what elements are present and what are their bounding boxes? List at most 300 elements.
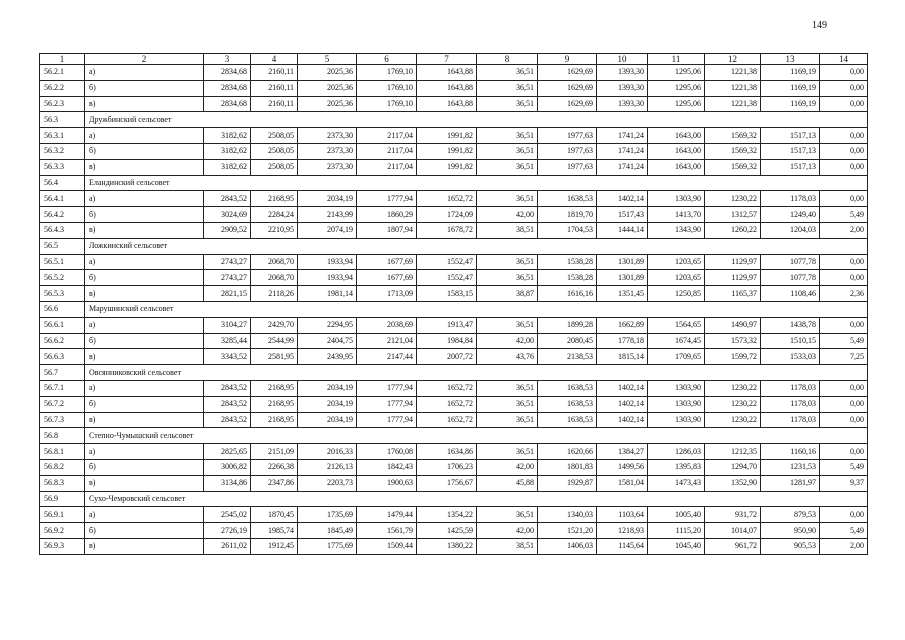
value-cell-col-5: 1933,94 bbox=[298, 254, 357, 270]
value-cell-col-4: 2160,11 bbox=[251, 96, 298, 112]
table-row bbox=[40, 191, 868, 207]
value-cell-col-10: 1741,24 bbox=[597, 143, 648, 159]
row-label: а) bbox=[85, 507, 204, 523]
value-cell-col-4: 2429,70 bbox=[251, 317, 298, 333]
value-cell-col-8: 36,51 bbox=[477, 65, 538, 81]
value-cell-col-10: 1351,45 bbox=[597, 286, 648, 302]
value-cell-col-6: 1807,94 bbox=[357, 222, 417, 238]
value-cell-col-11: 1303,90 bbox=[648, 191, 705, 207]
section-row bbox=[40, 175, 868, 191]
value-cell-col-4: 2160,11 bbox=[251, 80, 298, 96]
value-cell-col-7: 1583,15 bbox=[417, 286, 477, 302]
value-cell-col-10: 1301,89 bbox=[597, 270, 648, 286]
value-cell-col-9: 1538,28 bbox=[538, 270, 597, 286]
value-cell-col-13: 1169,19 bbox=[761, 96, 820, 112]
page-number: 149 bbox=[812, 20, 827, 31]
value-cell-col-14: 0,00 bbox=[820, 380, 868, 396]
row-code: 56.6.2 bbox=[40, 333, 85, 349]
value-cell-col-4: 2168,95 bbox=[251, 412, 298, 428]
value-cell-col-11: 1250,85 bbox=[648, 286, 705, 302]
value-cell-col-4: 2168,95 bbox=[251, 396, 298, 412]
value-cell-col-13: 1517,13 bbox=[761, 143, 820, 159]
value-cell-col-13: 1178,03 bbox=[761, 412, 820, 428]
row-code: 56.5.3 bbox=[40, 286, 85, 302]
value-cell-col-6: 1760,08 bbox=[357, 444, 417, 460]
value-cell-col-12: 1230,22 bbox=[705, 380, 761, 396]
row-label: в) bbox=[85, 159, 204, 175]
value-cell-col-4: 2581,95 bbox=[251, 349, 298, 365]
value-cell-col-5: 2025,36 bbox=[298, 80, 357, 96]
value-cell-col-11: 1005,40 bbox=[648, 507, 705, 523]
column-header-8: 8 bbox=[477, 54, 538, 65]
value-cell-col-3: 2834,68 bbox=[204, 80, 251, 96]
value-cell-col-13: 905,53 bbox=[761, 538, 820, 554]
row-label: в) bbox=[85, 475, 204, 491]
value-cell-col-8: 45,88 bbox=[477, 475, 538, 491]
value-cell-col-7: 1643,88 bbox=[417, 96, 477, 112]
table-row bbox=[40, 538, 868, 554]
row-code: 56.8.2 bbox=[40, 459, 85, 475]
value-cell-col-11: 1045,40 bbox=[648, 538, 705, 554]
value-cell-col-8: 38,87 bbox=[477, 286, 538, 302]
section-row bbox=[40, 491, 868, 507]
value-cell-col-8: 36,51 bbox=[477, 128, 538, 144]
table-row bbox=[40, 444, 868, 460]
value-cell-col-9: 1629,69 bbox=[538, 80, 597, 96]
value-cell-col-7: 1552,47 bbox=[417, 254, 477, 270]
value-cell-col-3: 2726,19 bbox=[204, 523, 251, 539]
table-row bbox=[40, 507, 868, 523]
value-cell-col-11: 1303,90 bbox=[648, 412, 705, 428]
value-cell-col-6: 1479,44 bbox=[357, 507, 417, 523]
value-cell-col-10: 1741,24 bbox=[597, 159, 648, 175]
value-cell-col-14: 0,00 bbox=[820, 317, 868, 333]
value-cell-col-8: 36,51 bbox=[477, 80, 538, 96]
value-cell-col-4: 2210,95 bbox=[251, 222, 298, 238]
section-title: Степно-Чумышский сельсовет bbox=[85, 428, 868, 444]
value-cell-col-11: 1115,20 bbox=[648, 523, 705, 539]
value-cell-col-11: 1295,06 bbox=[648, 65, 705, 81]
value-cell-col-8: 42,00 bbox=[477, 207, 538, 223]
value-cell-col-12: 1569,32 bbox=[705, 128, 761, 144]
row-label: б) bbox=[85, 459, 204, 475]
value-cell-col-7: 1552,47 bbox=[417, 270, 477, 286]
value-cell-col-11: 1709,65 bbox=[648, 349, 705, 365]
value-cell-col-9: 2080,45 bbox=[538, 333, 597, 349]
row-label: б) bbox=[85, 80, 204, 96]
value-cell-col-5: 1933,94 bbox=[298, 270, 357, 286]
column-header-10: 10 bbox=[597, 54, 648, 65]
value-cell-col-8: 36,51 bbox=[477, 317, 538, 333]
row-code: 56.7.3 bbox=[40, 412, 85, 428]
value-cell-col-13: 1204,03 bbox=[761, 222, 820, 238]
column-header-14: 14 bbox=[820, 54, 868, 65]
value-cell-col-11: 1203,65 bbox=[648, 254, 705, 270]
value-cell-col-7: 1380,22 bbox=[417, 538, 477, 554]
row-label: в) bbox=[85, 349, 204, 365]
value-cell-col-13: 1281,97 bbox=[761, 475, 820, 491]
column-header-1: 1 bbox=[40, 54, 85, 65]
value-cell-col-12: 1260,22 bbox=[705, 222, 761, 238]
row-code: 56.3.3 bbox=[40, 159, 85, 175]
value-cell-col-9: 1899,28 bbox=[538, 317, 597, 333]
table-row bbox=[40, 333, 868, 349]
value-cell-col-6: 1713,09 bbox=[357, 286, 417, 302]
value-cell-col-14: 0,00 bbox=[820, 396, 868, 412]
value-cell-col-5: 1981,14 bbox=[298, 286, 357, 302]
value-cell-col-12: 1014,07 bbox=[705, 523, 761, 539]
table-row bbox=[40, 412, 868, 428]
value-cell-col-9: 1638,53 bbox=[538, 380, 597, 396]
value-cell-col-6: 1677,69 bbox=[357, 254, 417, 270]
value-cell-col-8: 36,51 bbox=[477, 159, 538, 175]
value-cell-col-8: 42,00 bbox=[477, 333, 538, 349]
value-cell-col-13: 879,53 bbox=[761, 507, 820, 523]
table-row bbox=[40, 459, 868, 475]
table-row bbox=[40, 396, 868, 412]
section-title: Еландинский сельсовет bbox=[85, 175, 868, 191]
value-cell-col-12: 1129,97 bbox=[705, 254, 761, 270]
row-code: 56.8.3 bbox=[40, 475, 85, 491]
value-cell-col-8: 42,00 bbox=[477, 523, 538, 539]
value-cell-col-13: 950,90 bbox=[761, 523, 820, 539]
value-cell-col-9: 1538,28 bbox=[538, 254, 597, 270]
value-cell-col-8: 36,51 bbox=[477, 96, 538, 112]
value-cell-col-13: 1510,15 bbox=[761, 333, 820, 349]
value-cell-col-3: 3182,62 bbox=[204, 159, 251, 175]
row-code: 56.3.2 bbox=[40, 143, 85, 159]
value-cell-col-9: 1638,53 bbox=[538, 412, 597, 428]
value-cell-col-11: 1343,90 bbox=[648, 222, 705, 238]
value-cell-col-11: 1395,83 bbox=[648, 459, 705, 475]
table-body bbox=[40, 54, 868, 555]
value-cell-col-9: 1638,53 bbox=[538, 191, 597, 207]
column-header-7: 7 bbox=[417, 54, 477, 65]
value-cell-col-12: 1230,22 bbox=[705, 191, 761, 207]
value-cell-col-7: 1991,82 bbox=[417, 159, 477, 175]
section-row bbox=[40, 365, 868, 381]
value-cell-col-9: 1620,66 bbox=[538, 444, 597, 460]
section-row bbox=[40, 238, 868, 254]
row-label: в) bbox=[85, 96, 204, 112]
value-cell-col-5: 1775,69 bbox=[298, 538, 357, 554]
value-cell-col-3: 3182,62 bbox=[204, 128, 251, 144]
column-header-13: 13 bbox=[761, 54, 820, 65]
row-code: 56.5 bbox=[40, 238, 85, 254]
row-label: в) bbox=[85, 222, 204, 238]
value-cell-col-8: 36,51 bbox=[477, 444, 538, 460]
value-cell-col-12: 1221,38 bbox=[705, 65, 761, 81]
value-cell-col-3: 2834,68 bbox=[204, 65, 251, 81]
value-cell-col-10: 1517,43 bbox=[597, 207, 648, 223]
value-cell-col-14: 2,00 bbox=[820, 538, 868, 554]
value-cell-col-5: 2294,95 bbox=[298, 317, 357, 333]
table-row bbox=[40, 286, 868, 302]
value-cell-col-4: 2118,26 bbox=[251, 286, 298, 302]
value-cell-col-12: 1312,57 bbox=[705, 207, 761, 223]
value-cell-col-4: 2151,09 bbox=[251, 444, 298, 460]
row-code: 56.8.1 bbox=[40, 444, 85, 460]
row-label: б) bbox=[85, 270, 204, 286]
value-cell-col-5: 2034,19 bbox=[298, 412, 357, 428]
value-cell-col-6: 2117,04 bbox=[357, 159, 417, 175]
value-cell-col-7: 2007,72 bbox=[417, 349, 477, 365]
value-cell-col-12: 1490,97 bbox=[705, 317, 761, 333]
row-code: 56.7.1 bbox=[40, 380, 85, 396]
value-cell-col-10: 1301,89 bbox=[597, 254, 648, 270]
value-cell-col-10: 1103,64 bbox=[597, 507, 648, 523]
row-label: б) bbox=[85, 333, 204, 349]
value-cell-col-8: 38,51 bbox=[477, 222, 538, 238]
value-cell-col-5: 2025,36 bbox=[298, 96, 357, 112]
table-row bbox=[40, 96, 868, 112]
value-cell-col-6: 1677,69 bbox=[357, 270, 417, 286]
value-cell-col-8: 36,51 bbox=[477, 380, 538, 396]
value-cell-col-9: 1638,53 bbox=[538, 396, 597, 412]
value-cell-col-10: 1499,56 bbox=[597, 459, 648, 475]
value-cell-col-14: 0,00 bbox=[820, 80, 868, 96]
value-cell-col-7: 1652,72 bbox=[417, 191, 477, 207]
value-cell-col-10: 1402,14 bbox=[597, 380, 648, 396]
value-cell-col-10: 1384,27 bbox=[597, 444, 648, 460]
value-cell-col-7: 1634,86 bbox=[417, 444, 477, 460]
row-code: 56.7 bbox=[40, 365, 85, 381]
value-cell-col-14: 0,00 bbox=[820, 65, 868, 81]
value-cell-col-6: 1561,79 bbox=[357, 523, 417, 539]
value-cell-col-12: 931,72 bbox=[705, 507, 761, 523]
value-cell-col-14: 0,00 bbox=[820, 507, 868, 523]
value-cell-col-14: 9,37 bbox=[820, 475, 868, 491]
value-cell-col-6: 2038,69 bbox=[357, 317, 417, 333]
value-cell-col-12: 1129,97 bbox=[705, 270, 761, 286]
value-cell-col-5: 2373,30 bbox=[298, 159, 357, 175]
column-header-9: 9 bbox=[538, 54, 597, 65]
value-cell-col-7: 1706,23 bbox=[417, 459, 477, 475]
value-cell-col-5: 2143,99 bbox=[298, 207, 357, 223]
value-cell-col-9: 1406,03 bbox=[538, 538, 597, 554]
value-cell-col-13: 1108,46 bbox=[761, 286, 820, 302]
section-title: Овсянниковский сельсовет bbox=[85, 365, 868, 381]
value-cell-col-14: 0,00 bbox=[820, 444, 868, 460]
value-cell-col-7: 1652,72 bbox=[417, 412, 477, 428]
value-cell-col-9: 1521,20 bbox=[538, 523, 597, 539]
value-cell-col-5: 2439,95 bbox=[298, 349, 357, 365]
value-cell-col-11: 1413,70 bbox=[648, 207, 705, 223]
table-row bbox=[40, 159, 868, 175]
value-cell-col-6: 2117,04 bbox=[357, 143, 417, 159]
value-cell-col-10: 1444,14 bbox=[597, 222, 648, 238]
row-label: а) bbox=[85, 254, 204, 270]
table-row bbox=[40, 317, 868, 333]
value-cell-col-13: 1178,03 bbox=[761, 380, 820, 396]
value-cell-col-14: 7,25 bbox=[820, 349, 868, 365]
value-cell-col-9: 1977,63 bbox=[538, 128, 597, 144]
value-cell-col-4: 2544,99 bbox=[251, 333, 298, 349]
row-code: 56.4.1 bbox=[40, 191, 85, 207]
row-code: 56.6 bbox=[40, 301, 85, 317]
value-cell-col-10: 1393,30 bbox=[597, 65, 648, 81]
value-cell-col-14: 5,49 bbox=[820, 333, 868, 349]
value-cell-col-3: 2843,52 bbox=[204, 412, 251, 428]
value-cell-col-10: 1393,30 bbox=[597, 96, 648, 112]
value-cell-col-3: 2821,15 bbox=[204, 286, 251, 302]
value-cell-col-10: 1662,89 bbox=[597, 317, 648, 333]
value-cell-col-6: 1900,63 bbox=[357, 475, 417, 491]
value-cell-col-6: 1769,10 bbox=[357, 65, 417, 81]
value-cell-col-6: 2147,44 bbox=[357, 349, 417, 365]
value-cell-col-4: 2284,24 bbox=[251, 207, 298, 223]
value-cell-col-6: 1777,94 bbox=[357, 191, 417, 207]
row-code: 56.5.2 bbox=[40, 270, 85, 286]
table-row bbox=[40, 523, 868, 539]
value-cell-col-14: 5,49 bbox=[820, 459, 868, 475]
section-title: Дружбинский сельсовет bbox=[85, 112, 868, 128]
value-cell-col-8: 36,51 bbox=[477, 143, 538, 159]
column-header-4: 4 bbox=[251, 54, 298, 65]
value-cell-col-7: 1991,82 bbox=[417, 143, 477, 159]
value-cell-col-6: 1842,43 bbox=[357, 459, 417, 475]
value-cell-col-8: 36,51 bbox=[477, 396, 538, 412]
value-cell-col-10: 1581,04 bbox=[597, 475, 648, 491]
value-cell-col-14: 0,00 bbox=[820, 254, 868, 270]
value-cell-col-11: 1286,03 bbox=[648, 444, 705, 460]
value-cell-col-8: 36,51 bbox=[477, 191, 538, 207]
value-cell-col-3: 2834,68 bbox=[204, 96, 251, 112]
value-cell-col-8: 42,00 bbox=[477, 459, 538, 475]
value-cell-col-4: 2508,05 bbox=[251, 143, 298, 159]
value-cell-col-9: 1616,16 bbox=[538, 286, 597, 302]
value-cell-col-4: 2160,11 bbox=[251, 65, 298, 81]
row-code: 56.5.1 bbox=[40, 254, 85, 270]
value-cell-col-13: 1178,03 bbox=[761, 191, 820, 207]
value-cell-col-9: 1340,03 bbox=[538, 507, 597, 523]
value-cell-col-12: 1294,70 bbox=[705, 459, 761, 475]
value-cell-col-4: 2068,70 bbox=[251, 254, 298, 270]
value-cell-col-9: 1977,63 bbox=[538, 159, 597, 175]
value-cell-col-3: 3104,27 bbox=[204, 317, 251, 333]
value-cell-col-9: 1629,69 bbox=[538, 65, 597, 81]
row-code: 56.6.3 bbox=[40, 349, 85, 365]
value-cell-col-11: 1564,65 bbox=[648, 317, 705, 333]
value-cell-col-3: 2909,52 bbox=[204, 222, 251, 238]
table-row bbox=[40, 254, 868, 270]
value-cell-col-14: 0,00 bbox=[820, 143, 868, 159]
value-cell-col-11: 1203,65 bbox=[648, 270, 705, 286]
column-header-12: 12 bbox=[705, 54, 761, 65]
value-cell-col-11: 1303,90 bbox=[648, 396, 705, 412]
column-header-3: 3 bbox=[204, 54, 251, 65]
value-cell-col-14: 0,00 bbox=[820, 96, 868, 112]
table-row bbox=[40, 128, 868, 144]
value-cell-col-11: 1643,00 bbox=[648, 128, 705, 144]
value-cell-col-3: 3343,52 bbox=[204, 349, 251, 365]
row-code: 56.4.2 bbox=[40, 207, 85, 223]
value-cell-col-10: 1778,18 bbox=[597, 333, 648, 349]
value-cell-col-4: 1985,74 bbox=[251, 523, 298, 539]
value-cell-col-13: 1169,19 bbox=[761, 80, 820, 96]
value-cell-col-12: 1569,32 bbox=[705, 159, 761, 175]
table-row bbox=[40, 380, 868, 396]
value-cell-col-4: 2508,05 bbox=[251, 128, 298, 144]
value-cell-col-9: 1977,63 bbox=[538, 143, 597, 159]
value-cell-col-6: 1860,29 bbox=[357, 207, 417, 223]
value-cell-col-14: 0,00 bbox=[820, 270, 868, 286]
table-row bbox=[40, 270, 868, 286]
value-cell-col-10: 1815,14 bbox=[597, 349, 648, 365]
value-cell-col-5: 2203,73 bbox=[298, 475, 357, 491]
value-cell-col-11: 1643,00 bbox=[648, 159, 705, 175]
value-cell-col-13: 1231,53 bbox=[761, 459, 820, 475]
value-cell-col-10: 1393,30 bbox=[597, 80, 648, 96]
value-cell-col-9: 1801,83 bbox=[538, 459, 597, 475]
value-cell-col-12: 961,72 bbox=[705, 538, 761, 554]
value-cell-col-7: 1652,72 bbox=[417, 396, 477, 412]
value-cell-col-4: 2068,70 bbox=[251, 270, 298, 286]
value-cell-col-14: 0,00 bbox=[820, 412, 868, 428]
value-cell-col-12: 1573,32 bbox=[705, 333, 761, 349]
value-cell-col-9: 1929,87 bbox=[538, 475, 597, 491]
row-code: 56.3.1 bbox=[40, 128, 85, 144]
value-cell-col-9: 1629,69 bbox=[538, 96, 597, 112]
row-label: а) bbox=[85, 444, 204, 460]
value-cell-col-5: 2373,30 bbox=[298, 143, 357, 159]
value-cell-col-13: 1533,03 bbox=[761, 349, 820, 365]
value-cell-col-14: 2,00 bbox=[820, 222, 868, 238]
value-cell-col-14: 0,00 bbox=[820, 159, 868, 175]
row-label: а) bbox=[85, 128, 204, 144]
tariff-table bbox=[39, 53, 868, 555]
row-label: а) bbox=[85, 65, 204, 81]
value-cell-col-5: 2025,36 bbox=[298, 65, 357, 81]
value-cell-col-5: 2034,19 bbox=[298, 191, 357, 207]
value-cell-col-5: 2074,19 bbox=[298, 222, 357, 238]
value-cell-col-5: 2016,33 bbox=[298, 444, 357, 460]
value-cell-col-4: 1870,45 bbox=[251, 507, 298, 523]
row-label: б) bbox=[85, 143, 204, 159]
value-cell-col-10: 1402,14 bbox=[597, 191, 648, 207]
value-cell-col-5: 2034,19 bbox=[298, 396, 357, 412]
value-cell-col-6: 2117,04 bbox=[357, 128, 417, 144]
row-label: а) bbox=[85, 317, 204, 333]
value-cell-col-11: 1303,90 bbox=[648, 380, 705, 396]
row-code: 56.6.1 bbox=[40, 317, 85, 333]
column-header-5: 5 bbox=[298, 54, 357, 65]
value-cell-col-4: 2168,95 bbox=[251, 380, 298, 396]
value-cell-col-3: 2743,27 bbox=[204, 270, 251, 286]
value-cell-col-12: 1599,72 bbox=[705, 349, 761, 365]
value-cell-col-3: 2743,27 bbox=[204, 254, 251, 270]
value-cell-col-3: 3134,86 bbox=[204, 475, 251, 491]
value-cell-col-13: 1160,16 bbox=[761, 444, 820, 460]
value-cell-col-8: 43,76 bbox=[477, 349, 538, 365]
column-number-header-row bbox=[40, 54, 868, 65]
value-cell-col-4: 1912,45 bbox=[251, 538, 298, 554]
table-row bbox=[40, 207, 868, 223]
section-title: Сухо-Чемровский сельсовет bbox=[85, 491, 868, 507]
table-row bbox=[40, 80, 868, 96]
value-cell-col-11: 1643,00 bbox=[648, 143, 705, 159]
value-cell-col-12: 1221,38 bbox=[705, 96, 761, 112]
value-cell-col-5: 2373,30 bbox=[298, 128, 357, 144]
column-header-11: 11 bbox=[648, 54, 705, 65]
value-cell-col-13: 1249,40 bbox=[761, 207, 820, 223]
value-cell-col-10: 1741,24 bbox=[597, 128, 648, 144]
value-cell-col-7: 1643,88 bbox=[417, 65, 477, 81]
value-cell-col-5: 2034,19 bbox=[298, 380, 357, 396]
value-cell-col-3: 2843,52 bbox=[204, 191, 251, 207]
value-cell-col-14: 5,49 bbox=[820, 207, 868, 223]
value-cell-col-12: 1569,32 bbox=[705, 143, 761, 159]
